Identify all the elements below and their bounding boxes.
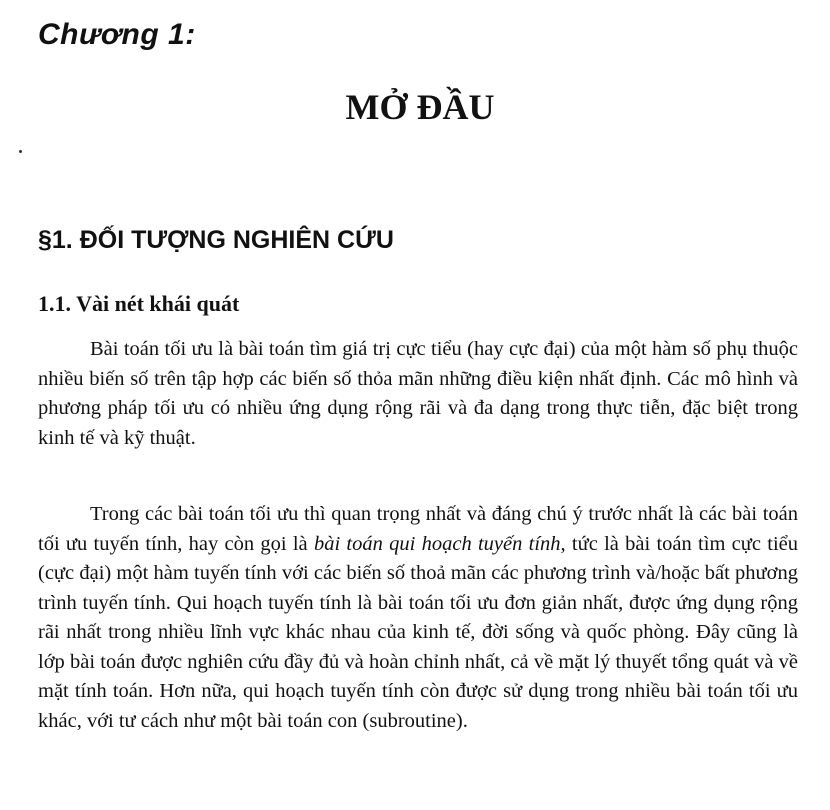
paragraph-1: Bài toán tối ưu là bài toán tìm giá trị cực tiểu (hay cực đại) của một hàm số phụ thuộc nhiều biến số trên tập hợp các biến số thỏa mãn những điều kiện nhất định. Các mô hình và phương pháp tối ưu có nhiều ứng dụng rộng rãi và đa dạng trong thực tiễn, đặc biệt trong kinh tế và kỹ thuật. <box>38 338 798 449</box>
chapter-label: Chương 1: <box>38 18 196 51</box>
scan-speck <box>19 150 22 153</box>
italic-term: bài toán qui hoạch tuyến tính <box>313 532 561 555</box>
paragraph-2-text-before: Trong các bài toán tối ưu thì quan trọng nhất và đáng chú ý trước nhất là các bài toán tối ưu tuyến tính, hay còn gọi là <box>38 503 798 555</box>
paragraph-2-text-after: , tức là bài toán tìm cực tiểu (cực đại) một hàm tuyến tính với các biến số thoả mãn các phương trình và/hoặc bất phương trình tuyến tính. Qui hoạch tuyến tính là bài toán tối ưu đơn giản nhất, được ứng dụng rộng rãi nhất trong nhiều lĩnh vực khác nhau của kinh tế, đời sống và quốc phòng. Đây cũng là lớp bài toán được nghiên cứu đầy đủ và hoàn chỉnh nhất, cả về mặt lý thuyết tổng quát và về mặt tính toán. Hơn nữa, qui hoạch tuyến tính còn được sử dụng trong nhiều bài toán tối ưu khác, với tư cách như một bài toán con (subroutine). <box>38 532 798 732</box>
paragraph-2 <box>38 500 798 736</box>
section-heading: §1. ĐỐI TƯỢNG NGHIÊN CỨU <box>38 226 394 254</box>
subsection-heading: 1.1. Vài nét khái quát <box>38 291 240 316</box>
chapter-title: MỞ ĐẦU <box>345 87 495 127</box>
